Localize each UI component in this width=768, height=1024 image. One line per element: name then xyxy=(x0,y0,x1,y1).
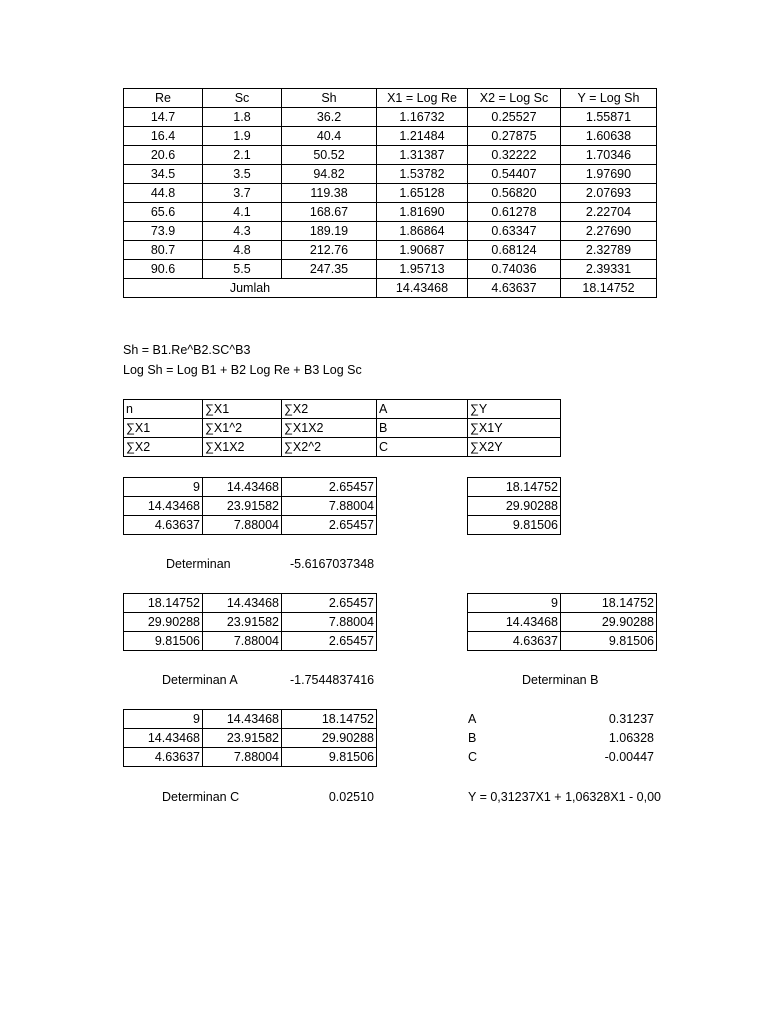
cell: 9.81506 xyxy=(468,516,561,535)
table-row xyxy=(124,478,377,497)
cell: ∑X1^2 xyxy=(203,419,282,438)
cell: 2.32789 xyxy=(561,241,657,260)
cell: 14.43468 xyxy=(124,497,203,516)
cell: 1.31387 xyxy=(377,146,468,165)
cell: ∑X1X2 xyxy=(203,438,282,457)
cell: 212.76 xyxy=(282,241,377,260)
table-row xyxy=(124,165,657,184)
total-y: 18.14752 xyxy=(561,279,657,298)
determinan-c-value: 0.02510 xyxy=(328,790,374,804)
total-label: Jumlah xyxy=(124,279,377,298)
cell: 2.65457 xyxy=(282,478,377,497)
header-sh: Sh xyxy=(282,89,377,108)
table-row xyxy=(124,729,377,748)
table-row xyxy=(124,203,657,222)
cell: ∑X2Y xyxy=(468,438,561,457)
cell: 2.1 xyxy=(203,146,282,165)
cell: 2.65457 xyxy=(282,632,377,651)
cell: 2.07693 xyxy=(561,184,657,203)
cell: 1.9 xyxy=(203,127,282,146)
equation-power-law: Sh = B1.Re^B2.SC^B3 xyxy=(123,343,251,357)
cell: 1.86864 xyxy=(377,222,468,241)
symbolic-matrix-table xyxy=(123,399,561,457)
table-row xyxy=(124,419,561,438)
cell: 1.60638 xyxy=(561,127,657,146)
cell: 50.52 xyxy=(282,146,377,165)
cell: 20.6 xyxy=(124,146,203,165)
cell: C xyxy=(377,438,468,457)
cell: 1.70346 xyxy=(561,146,657,165)
result-a-value: 0.31237 xyxy=(608,712,654,726)
table-row xyxy=(124,260,657,279)
cell: 40.4 xyxy=(282,127,377,146)
cell: 1.16732 xyxy=(377,108,468,127)
header-x2: X2 = Log Sc xyxy=(468,89,561,108)
cell: 7.88004 xyxy=(203,632,282,651)
cell: 0.32222 xyxy=(468,146,561,165)
cell: 2.65457 xyxy=(282,516,377,535)
result-b-value: 1.06328 xyxy=(608,731,654,745)
cell: 80.7 xyxy=(124,241,203,260)
cell: ∑X2 xyxy=(124,438,203,457)
table-row xyxy=(124,632,377,651)
header-y: Y = Log Sh xyxy=(561,89,657,108)
table-row xyxy=(468,613,657,632)
cell: 1.55871 xyxy=(561,108,657,127)
cell: ∑X1X2 xyxy=(282,419,377,438)
table-row xyxy=(468,497,561,516)
table-row xyxy=(124,613,377,632)
determinan-b-label: Determinan B xyxy=(522,673,599,687)
cell: 18.14752 xyxy=(282,710,377,729)
cell: ∑X2^2 xyxy=(282,438,377,457)
cell: A xyxy=(377,400,468,419)
cell: 23.91582 xyxy=(203,613,282,632)
cell: 168.67 xyxy=(282,203,377,222)
cell: 1.65128 xyxy=(377,184,468,203)
y-vector-table xyxy=(467,477,561,535)
result-a-name: A xyxy=(468,712,477,726)
result-c-value: -0.00447 xyxy=(604,750,654,764)
cell: 4.3 xyxy=(203,222,282,241)
cell: 5.5 xyxy=(203,260,282,279)
main-matrix-table xyxy=(123,477,377,535)
cell: 4.63637 xyxy=(468,632,561,651)
cell: 2.22704 xyxy=(561,203,657,222)
table-row xyxy=(124,222,657,241)
table-row xyxy=(468,594,657,613)
cell: 9 xyxy=(124,478,203,497)
table-row xyxy=(124,127,657,146)
table-row xyxy=(124,241,657,260)
cell: ∑Y xyxy=(468,400,561,419)
cell: 0.68124 xyxy=(468,241,561,260)
cell: 9.81506 xyxy=(561,632,657,651)
determinan-a-value: -1.7544837416 xyxy=(290,673,375,687)
cell: n xyxy=(124,400,203,419)
header-re: Re xyxy=(124,89,203,108)
matrix-a-table xyxy=(123,593,377,651)
final-equation: Y = 0,31237X1 + 1,06328X1 - 0,00 xyxy=(468,790,661,804)
table-row xyxy=(124,184,657,203)
determinan-c-label: Determinan C xyxy=(162,790,240,804)
cell: 18.14752 xyxy=(468,478,561,497)
table-header-row xyxy=(124,89,657,108)
cell: 14.43468 xyxy=(203,478,282,497)
determinan-a-label: Determinan A xyxy=(162,673,238,687)
cell: 23.91582 xyxy=(203,497,282,516)
cell: 18.14752 xyxy=(561,594,657,613)
cell: 9.81506 xyxy=(282,748,377,767)
table-row xyxy=(124,438,561,457)
cell: 14.43468 xyxy=(203,710,282,729)
table-row xyxy=(468,632,657,651)
cell: 36.2 xyxy=(282,108,377,127)
cell: 65.6 xyxy=(124,203,203,222)
equation-log-form: Log Sh = Log B1 + B2 Log Re + B3 Log Sc xyxy=(123,363,362,377)
cell: 7.88004 xyxy=(282,613,377,632)
table-row xyxy=(124,146,657,165)
cell: 34.5 xyxy=(124,165,203,184)
cell: 2.27690 xyxy=(561,222,657,241)
cell: 4.8 xyxy=(203,241,282,260)
cell: 14.7 xyxy=(124,108,203,127)
table-row xyxy=(124,497,377,516)
result-c-name: C xyxy=(468,750,478,764)
cell: 0.25527 xyxy=(468,108,561,127)
cell: 2.39331 xyxy=(561,260,657,279)
cell: 0.54407 xyxy=(468,165,561,184)
cell: 4.63637 xyxy=(124,516,203,535)
cell: 0.63347 xyxy=(468,222,561,241)
cell: 29.90288 xyxy=(282,729,377,748)
cell: 18.14752 xyxy=(124,594,203,613)
cell: 0.61278 xyxy=(468,203,561,222)
cell: 247.35 xyxy=(282,260,377,279)
cell: B xyxy=(377,419,468,438)
cell: 2.65457 xyxy=(282,594,377,613)
cell: 16.4 xyxy=(124,127,203,146)
cell: 4.1 xyxy=(203,203,282,222)
table-row xyxy=(124,400,561,419)
cell: 7.88004 xyxy=(203,516,282,535)
cell: ∑X2 xyxy=(282,400,377,419)
cell: 14.43468 xyxy=(124,729,203,748)
cell: 44.8 xyxy=(124,184,203,203)
cell: 0.27875 xyxy=(468,127,561,146)
cell: 1.81690 xyxy=(377,203,468,222)
cell: 1.53782 xyxy=(377,165,468,184)
header-sc: Sc xyxy=(203,89,282,108)
matrix-b-table xyxy=(467,593,657,651)
cell: 119.38 xyxy=(282,184,377,203)
table-row xyxy=(468,478,561,497)
table-row xyxy=(124,594,377,613)
determinan-value: -5.6167037348 xyxy=(290,557,375,571)
table-row xyxy=(468,516,561,535)
table-row xyxy=(124,516,377,535)
cell: 14.43468 xyxy=(203,594,282,613)
cell: 29.90288 xyxy=(124,613,203,632)
total-x2: 4.63637 xyxy=(468,279,561,298)
cell: 29.90288 xyxy=(468,497,561,516)
cell: 1.90687 xyxy=(377,241,468,260)
cell: 7.88004 xyxy=(203,748,282,767)
total-x1: 14.43468 xyxy=(377,279,468,298)
cell: 7.88004 xyxy=(282,497,377,516)
totals-row xyxy=(124,279,657,298)
main-data-table xyxy=(123,88,657,298)
cell: 3.5 xyxy=(203,165,282,184)
cell: 9 xyxy=(468,594,561,613)
table-row xyxy=(124,748,377,767)
cell: 4.63637 xyxy=(124,748,203,767)
cell: 23.91582 xyxy=(203,729,282,748)
determinan-label: Determinan xyxy=(166,557,231,571)
cell: 90.6 xyxy=(124,260,203,279)
cell: 189.19 xyxy=(282,222,377,241)
cell: ∑X1Y xyxy=(468,419,561,438)
result-b-name: B xyxy=(468,731,477,745)
cell: 3.7 xyxy=(203,184,282,203)
cell: 1.97690 xyxy=(561,165,657,184)
cell: 9 xyxy=(124,710,203,729)
cell: 73.9 xyxy=(124,222,203,241)
cell: ∑X1 xyxy=(203,400,282,419)
header-x1: X1 = Log Re xyxy=(377,89,468,108)
table-row xyxy=(124,710,377,729)
cell: 1.21484 xyxy=(377,127,468,146)
table-row xyxy=(124,108,657,127)
cell: 1.8 xyxy=(203,108,282,127)
cell: 29.90288 xyxy=(561,613,657,632)
cell: ∑X1 xyxy=(124,419,203,438)
cell: 1.95713 xyxy=(377,260,468,279)
cell: 14.43468 xyxy=(468,613,561,632)
cell: 0.74036 xyxy=(468,260,561,279)
cell: 9.81506 xyxy=(124,632,203,651)
matrix-c-table xyxy=(123,709,377,767)
cell: 0.56820 xyxy=(468,184,561,203)
cell: 94.82 xyxy=(282,165,377,184)
